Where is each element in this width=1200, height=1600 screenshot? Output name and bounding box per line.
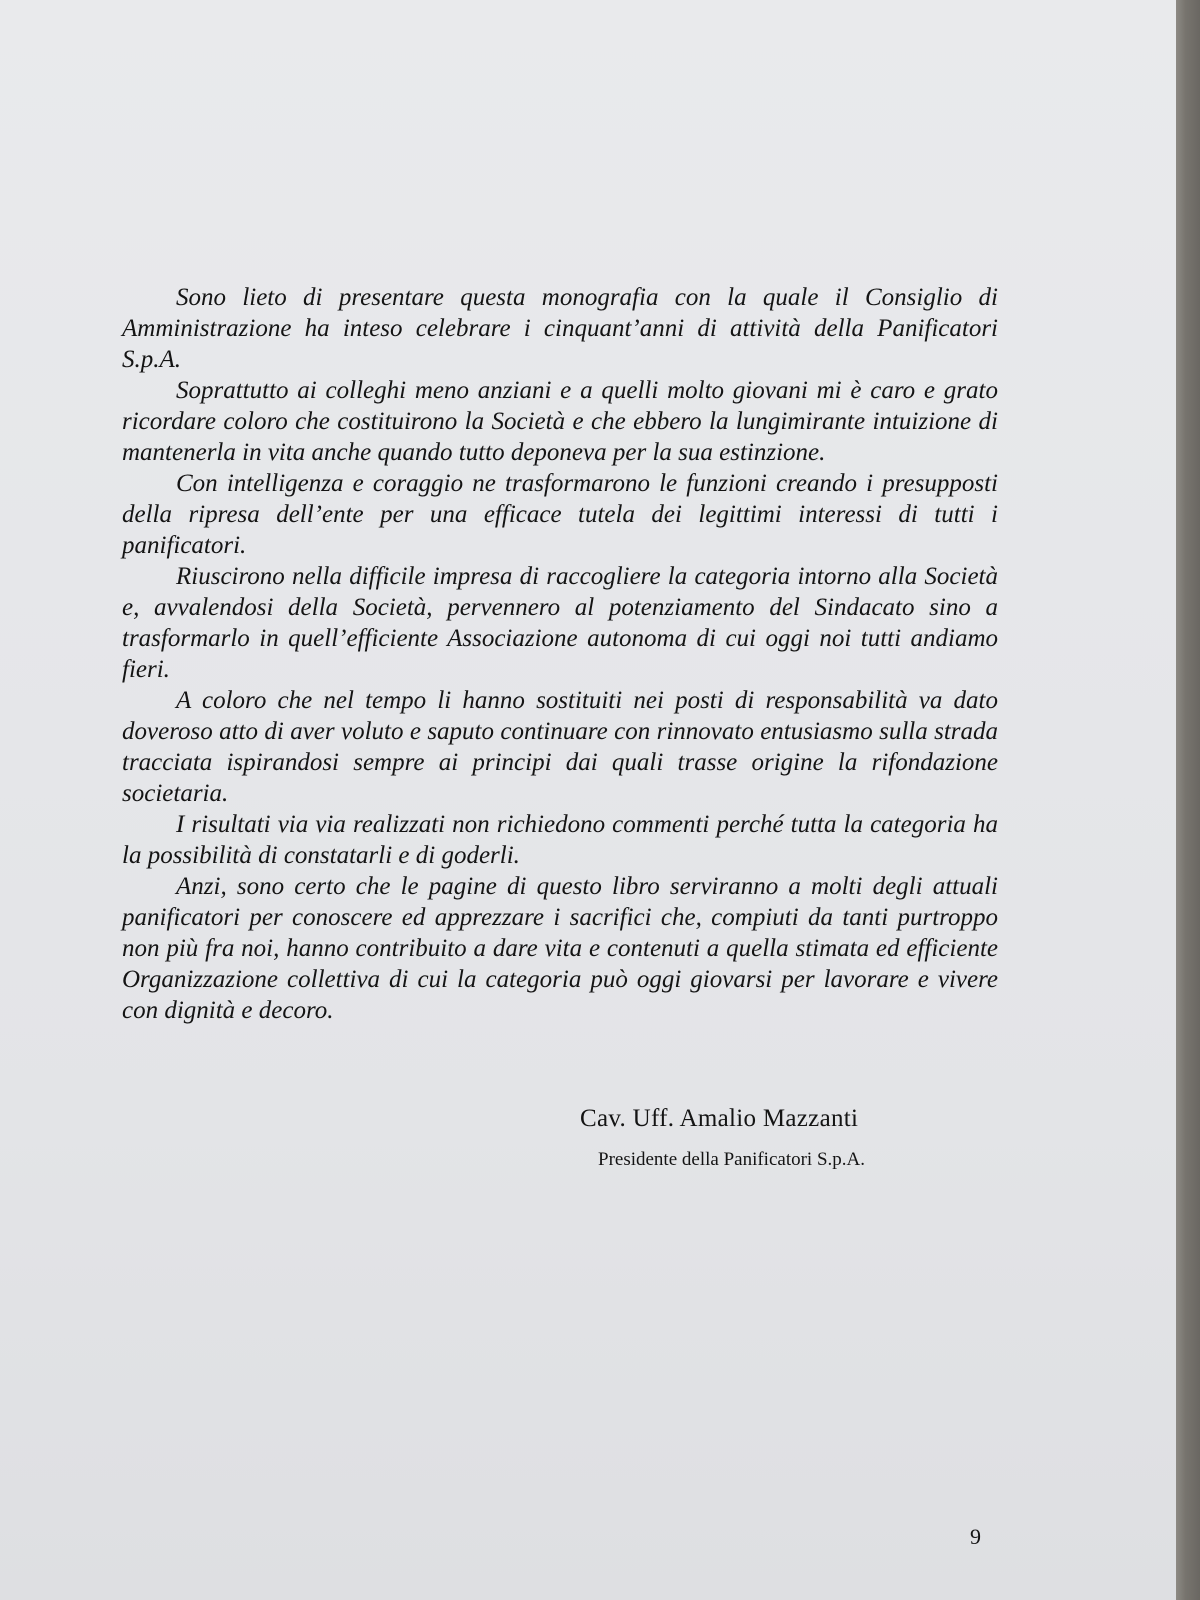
page-number: 9 — [970, 1524, 981, 1549]
paragraph-4: Riuscirono nella difficile impresa di raccogliere la categoria intorno alla Società e, avvalendosi della Società, pervennero al potenziamento del Sindacato sino a trasformarlo in quell’efficiente Associazione autonoma di cui oggi noi tutti andiamo fieri. — [122, 563, 998, 683]
page-edge-shadow — [1176, 0, 1200, 1600]
signature-role: Presidente della Panificatori S.p.A. — [598, 1149, 865, 1170]
signature-name: Cav. Uff. Amalio Mazzanti — [580, 1105, 859, 1132]
presentation-text — [122, 282, 998, 1026]
paragraph-2: Soprattutto ai colleghi meno anziani e a quelli molto giovani mi è caro e grato ricordare coloro che costituirono la Società e che ebbero la lungimirante intuizione di mantenerla in vita anche quando tutto deponeva per la sua estinzione. — [122, 377, 998, 466]
paragraph-3: Con intelligenza e coraggio ne trasformarono le funzioni creando i presupposti della ripresa dell’ente per una efficace tutela dei legittimi interessi di tutti i panificatori. — [122, 470, 998, 559]
paragraph-6: I risultati via via realizzati non richiedono commenti perché tutta la categoria ha la possibilità di constatarli e di goderli. — [122, 811, 998, 869]
paragraph-5: A coloro che nel tempo li hanno sostituiti nei posti di responsabilità va dato doveroso atto di aver voluto e saputo continuare con rinnovato entusiasmo sulla strada tracciata ispirandosi sempre ai principi dai quali trasse origine la rifondazione societaria. — [122, 687, 998, 807]
paragraph-1: Sono lieto di presentare questa monografia con la quale il Consiglio di Amministrazione ha inteso celebrare i cinquant’anni di attività della Panificatori S.p.A. — [122, 284, 998, 373]
paragraph-7: Anzi, sono certo che le pagine di questo libro serviranno a molti degli attuali panificatori per conoscere ed apprezzare i sacrifici che, compiuti da tanti purtroppo non più fra noi, hanno contribuito a dare vita e contenuti a quella stimata ed efficiente Organizzazione collettiva di cui la categoria può oggi giovarsi per lavorare e vivere con dignità e decoro. — [122, 873, 998, 1024]
